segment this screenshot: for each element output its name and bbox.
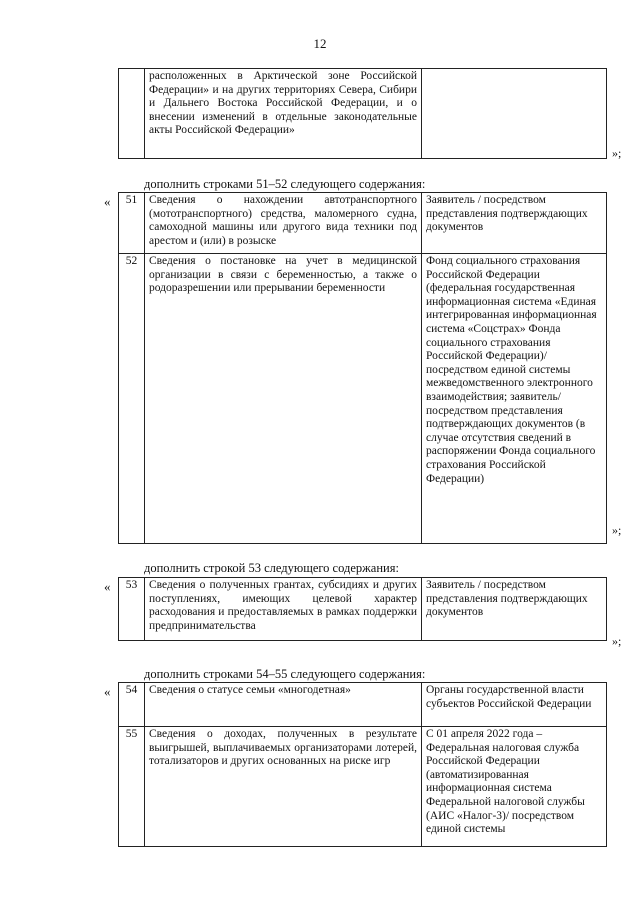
row-number: 51	[119, 193, 145, 254]
row-source: Заявитель / посредством представления подтверждающих документов	[422, 193, 607, 254]
row-description: Сведения о доходах, полученных в результате выигрышей, выплачиваемых организаторами лотерей, тотализаторов и других основанных на риске игр	[145, 727, 422, 847]
page-number: 12	[313, 36, 327, 51]
closing-quote: »;	[612, 523, 622, 537]
row-number: 54	[119, 683, 145, 727]
amendment-intro: дополнить строками 54–55 следующего содержания:	[144, 667, 426, 681]
row-source: Фонд социального страхования Российской Федерации (федеральная государственная информационная система «Единая интегрированная информационная система «Соцстрах» Фонда социального страхования Российской Федерации)/посредством единой системы межведомственного электронного взаимодействия; заявитель/посредством представления подтверждающих документов (в случае отсутствия сведений в распоряжении Фонда социального страхования Российской Федерации)	[422, 254, 607, 544]
table-row	[119, 254, 607, 544]
row-source: Заявитель / посредством представления подтверждающих документов	[422, 578, 607, 641]
table-row	[119, 578, 607, 641]
row-description: Сведения о нахождении автотранспортного (мототранспортного) средства, маломерного судна, самоходной машины или другого вида техники под арестом и (или) в розыске	[145, 193, 422, 254]
amendment-intro: дополнить строками 51–52 следующего содержания:	[144, 177, 426, 191]
table-row	[119, 69, 607, 159]
row-description: расположенных в Арктической зоне Российской Федерации» и на других территориях Севера, Сибири и Дальнего Востока Российской Федерации, и о внесении изменений в отдельные законодательные акты Российской Федерации»	[145, 69, 422, 159]
amendment-intro: дополнить строкой 53 следующего содержания:	[144, 561, 399, 575]
opening-quote: «	[104, 194, 111, 209]
row-source: Органы государственной власти субъектов Российской Федерации	[422, 683, 607, 727]
table-rows-51-52	[118, 192, 607, 544]
row-number: 55	[119, 727, 145, 847]
table-row-53	[118, 577, 607, 641]
closing-quote: »;	[612, 146, 622, 160]
row-description: Сведения о полученных грантах, субсидиях и других поступлениях, имеющих целевой характер расходования и предоставляемых в рамках поддержки предпринимательства	[145, 578, 422, 641]
row-description: Сведения о постановке на учет в медицинской организации в связи с беременностью, а также о родоразрешении или прерывании беременности	[145, 254, 422, 544]
table-rows-54-55	[118, 682, 607, 847]
row-source: С 01 апреля 2022 года – Федеральная налоговая служба Российской Федерации (автоматизированная информационная система Федеральной налоговой службы (АИС «Налог-3)/ посредством единой системы	[422, 727, 607, 847]
row-number: 52	[119, 254, 145, 544]
table-row	[119, 683, 607, 727]
opening-quote: «	[104, 579, 111, 594]
table-fragment	[118, 68, 607, 159]
table-row	[119, 193, 607, 254]
row-source	[422, 69, 607, 159]
closing-quote: »;	[612, 634, 622, 648]
row-number: 53	[119, 578, 145, 641]
opening-quote: «	[104, 684, 111, 699]
row-number	[119, 69, 145, 159]
table-row	[119, 727, 607, 847]
row-description: Сведения о статусе семьи «многодетная»	[145, 683, 422, 727]
